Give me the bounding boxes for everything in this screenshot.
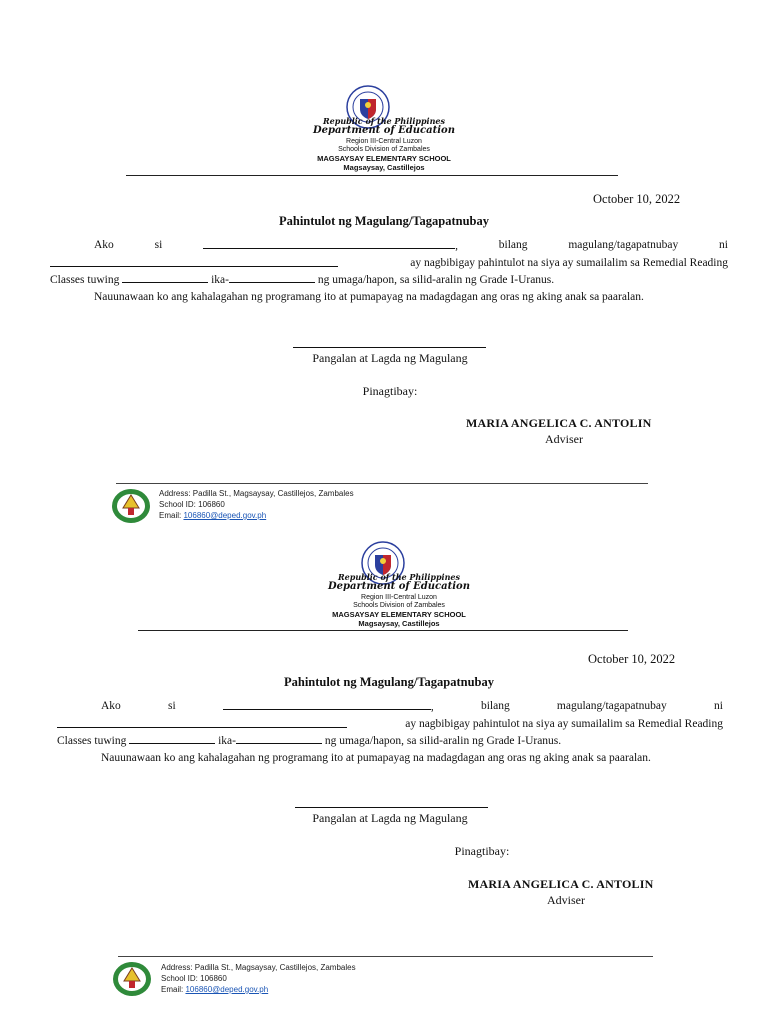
child-name-blank[interactable]	[223, 698, 431, 710]
letterhead	[0, 538, 768, 638]
adviser-name: MARIA ANGELICA C. ANTOLIN	[468, 877, 654, 891]
school-location: Magsaysay, Castillejos	[343, 163, 425, 172]
letter-date: October 10, 2022	[593, 192, 681, 206]
signature-line[interactable]	[295, 807, 488, 808]
republic-text: Republic of the Philippines	[337, 572, 460, 582]
pinagtibay-label: Pinagtibay:	[454, 844, 510, 858]
signature-label: Pangalan at Lagda ng Magulang	[312, 351, 468, 365]
department-text: Department of Education	[313, 125, 455, 136]
parent-name-blank[interactable]	[57, 716, 347, 728]
letter-title: Pahintulot ng Magulang/Tagapatnubay	[278, 214, 490, 228]
school-name: MAGSAYSAY ELEMENTARY SCHOOL	[317, 154, 451, 163]
republic-text: Republic of the Philippines	[322, 116, 445, 126]
footer-email-link[interactable]: 106860@deped.gov.ph	[185, 985, 269, 994]
footer-address: Address: Padilla St., Magsaysay, Castillejos, Zambales	[159, 489, 354, 498]
signature-line[interactable]	[293, 347, 486, 348]
region-text: Region III-Central Luzon	[346, 138, 422, 145]
understanding-paragraph: Nauunawaan ko ang kahalagahan ng programang ito at pumapayag na madagdagan ang oras ng aking anak sa paaralan.	[94, 290, 644, 303]
school-name: MAGSAYSAY ELEMENTARY SCHOOL	[332, 610, 466, 619]
division-text: Schools Division of Zambales	[338, 146, 430, 153]
footer-address: Address: Padilla St., Magsaysay, Castillejos, Zambales	[161, 963, 356, 972]
footer-text	[161, 962, 356, 995]
department-text: Department of Education	[328, 581, 470, 592]
consent-paragraph: Ako si , bilang magulang/tagapatnubay ni ay nagbibigay pahintulot na siya ay sumailalim sa Remedial Reading Classes tuwing ika- ng umaga/hapon, sa silid-aralin ng Grade I-Uranus. Nauunawaan ko ang kahalagahan ng programang ito at pumapayag na madagdagan ang oras ng aking anak sa paaralan.	[50, 237, 728, 305]
time-blank[interactable]	[229, 271, 315, 283]
pinagtibay-label: Pinagtibay:	[362, 384, 418, 398]
day-blank[interactable]	[122, 271, 208, 283]
footer-text	[159, 488, 354, 521]
division-text: Schools Division of Zambales	[353, 602, 445, 609]
footer-rule	[118, 956, 653, 957]
parent-name-blank[interactable]	[50, 255, 338, 267]
school-location: Magsaysay, Castillejos	[358, 619, 440, 628]
letterhead	[0, 82, 768, 182]
signature-label: Pangalan at Lagda ng Magulang	[312, 811, 468, 825]
letter-date: October 10, 2022	[588, 652, 676, 666]
time-blank[interactable]	[236, 732, 322, 744]
footer-school-id: School ID: 106860	[161, 974, 227, 983]
consent-paragraph: Ako si , bilang magulang/tagapatnubay ni ay nagbibigay pahintulot na siya ay sumailalim sa Remedial Reading Classes tuwing ika- ng umaga/hapon, sa silid-aralin ng Grade I-Uranus. Nauunawaan ko ang kahalagahan ng programang ito at pumapayag na madagdagan ang oras ng aking anak sa paaralan.	[57, 698, 723, 766]
day-blank[interactable]	[129, 732, 215, 744]
region-text: Region III-Central Luzon	[361, 594, 437, 601]
header-rule	[138, 630, 628, 631]
understanding-paragraph: Nauunawaan ko ang kahalagahan ng programang ito at pumapayag na madagdagan ang oras ng aking anak sa paaralan.	[101, 751, 651, 764]
letter-title: Pahintulot ng Magulang/Tagapatnubay	[283, 675, 495, 689]
header-rule	[126, 175, 618, 176]
school-logo-icon	[111, 486, 151, 526]
adviser-role: Adviser	[545, 432, 583, 446]
footer-email-link[interactable]: 106860@deped.gov.ph	[183, 511, 267, 520]
adviser-role: Adviser	[547, 893, 585, 907]
adviser-name: MARIA ANGELICA C. ANTOLIN	[466, 416, 652, 430]
footer-rule	[116, 483, 648, 484]
child-name-blank[interactable]	[203, 237, 455, 249]
school-logo-icon	[112, 959, 152, 999]
footer-email-label: Email:	[161, 985, 184, 994]
footer-email-label: Email:	[159, 511, 182, 520]
footer-school-id: School ID: 106860	[159, 500, 225, 509]
